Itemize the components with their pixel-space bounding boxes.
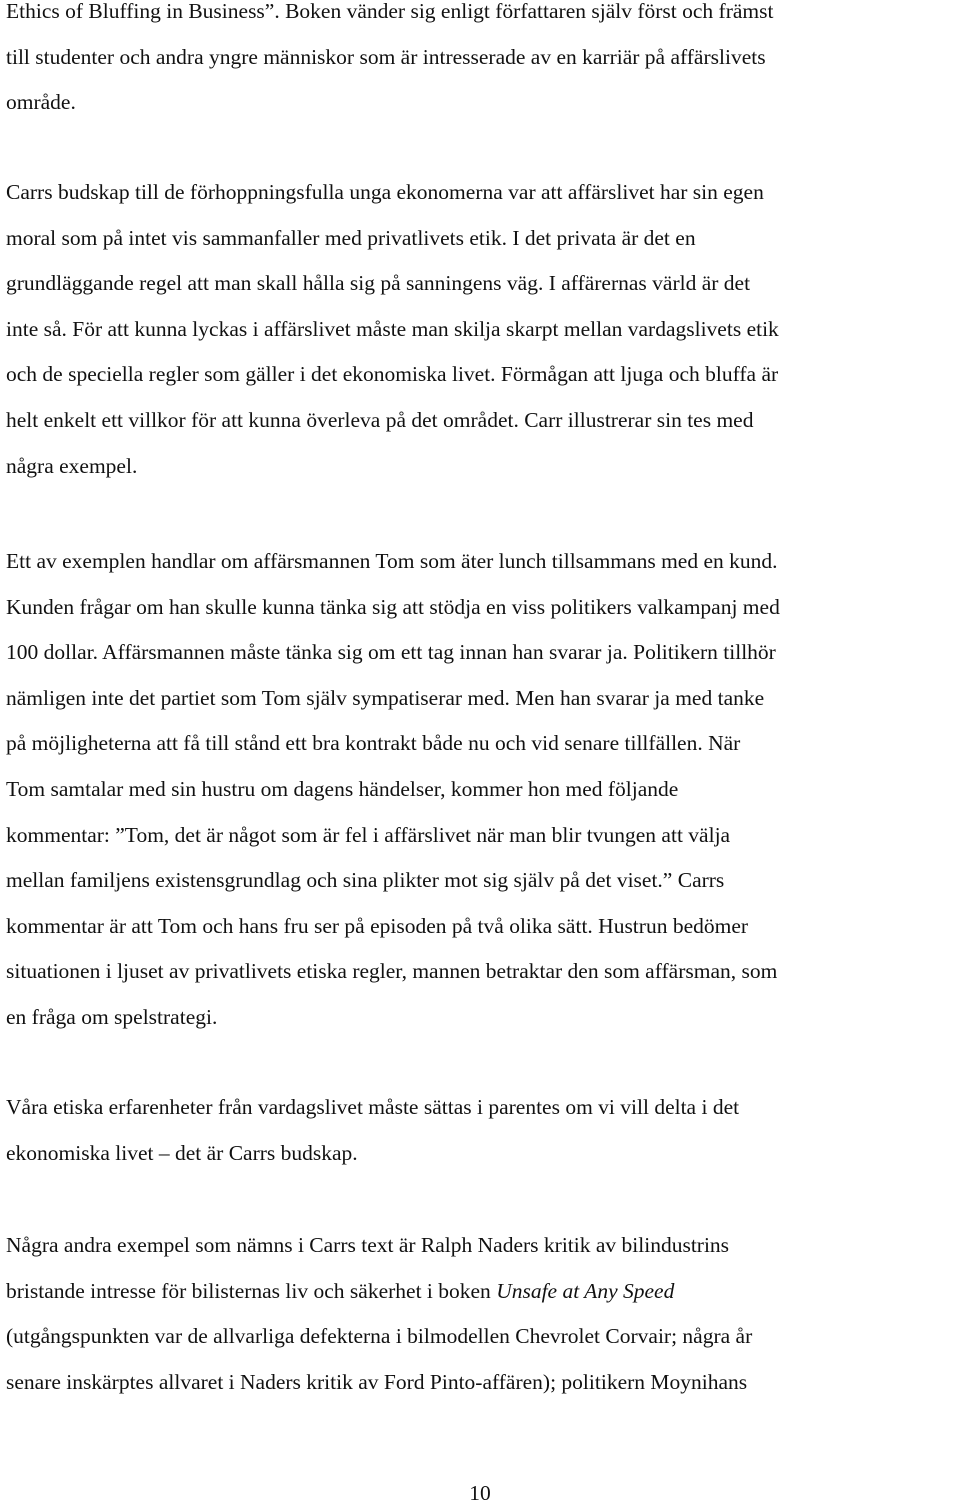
text-segment: bristande intresse för bilisternas liv och säkerhet i boken — [6, 1278, 497, 1303]
paragraph-4 — [6, 1085, 958, 1176]
text-line: (utgångspunkten var de allvarliga defekterna i bilmodellen Chevrolet Corvair; några år — [6, 1324, 753, 1349]
text-line: Carrs budskap till de förhoppningsfulla unga ekonomerna var att affärslivet har sin egen — [6, 180, 764, 204]
text-line: moral som på intet vis sammanfaller med privatlivets etik. I det privata är det en — [6, 225, 696, 250]
text-line: inte så. För att kunna lyckas i affärslivet måste man skilja skarpt mellan vardagslivets etik — [6, 316, 779, 341]
text-line: kommentar: ”Tom, det är något som är fel i affärslivet när man blir tvungen att välja — [6, 822, 731, 847]
text-line: senare inskärptes allvaret i Naders kritik av Ford Pinto-affären); politikern Moynihans — [6, 1369, 748, 1394]
text-line: en fråga om spelstrategi. — [6, 1004, 218, 1029]
paragraph-2 — [6, 170, 958, 489]
text-line: nämligen inte det partiet som Tom själv sympatiserar med. Men han svarar ja med tanke — [6, 685, 765, 710]
text-line: grundläggande regel att man skall hålla sig på sanningens väg. I affärernas värld är det — [6, 271, 751, 296]
paragraph-1 — [6, 0, 958, 126]
text-line: helt enkelt ett villkor för att kunna överleva på det området. Carr illustrerar sin tes med — [6, 407, 754, 432]
text-line: på möjligheterna att få till stånd ett bra kontrakt både nu och vid senare tillfällen. När — [6, 731, 741, 756]
text-line: och de speciella regler som gäller i det ekonomiska livet. Förmågan att ljuga och bluffa är — [6, 362, 779, 387]
text-line: situationen i ljuset av privatlivets etiska regler, mannen betraktar den som affärsman, som — [6, 959, 778, 984]
text-line: Ett av exemplen handlar om affärsmannen Tom som äter lunch tillsammans med en kund. — [6, 549, 778, 573]
book-title: Unsafe at Any Speed — [496, 1278, 675, 1303]
text-line: kommentar är att Tom och hans fru ser på episoden på två olika sätt. Hustrun bedömer — [6, 913, 749, 938]
text-line: 100 dollar. Affärsmannen måste tänka sig om ett tag innan han svarar ja. Politikern tillhör — [6, 640, 776, 665]
text-line: Några andra exempel som nämns i Carrs text är Ralph Naders kritik av bilindustrins — [6, 1233, 730, 1257]
text-line: Våra etiska erfarenheter från vardagslivet måste sättas i parentes om vi vill delta i det — [6, 1095, 740, 1119]
text-line: område. — [6, 90, 76, 115]
text-line: Tom samtalar med sin hustru om dagens händelser, kommer hon med följande — [6, 776, 679, 801]
text-line: mellan familjens existensgrundlag och sina plikter mot sig själv på det viset.” Carrs — [6, 868, 725, 893]
text-line: Kunden frågar om han skulle kunna tänka sig att stödja en viss politikers valkampanj med — [6, 594, 780, 619]
page-number: 10 — [469, 1481, 491, 1505]
text-line: ekonomiska livet – det är Carrs budskap. — [6, 1140, 358, 1165]
paragraph-3 — [6, 539, 958, 1041]
text-line: till studenter och andra yngre människor som är intresserade av en karriär på affärslivets — [6, 44, 766, 69]
paragraph-5 — [6, 1223, 958, 1405]
text-line: några exempel. — [6, 453, 138, 478]
text-line — [6, 1269, 958, 1315]
text-line: Ethics of Bluffing in Business”. Boken vänder sig enligt författaren själv först och främst — [6, 0, 774, 23]
